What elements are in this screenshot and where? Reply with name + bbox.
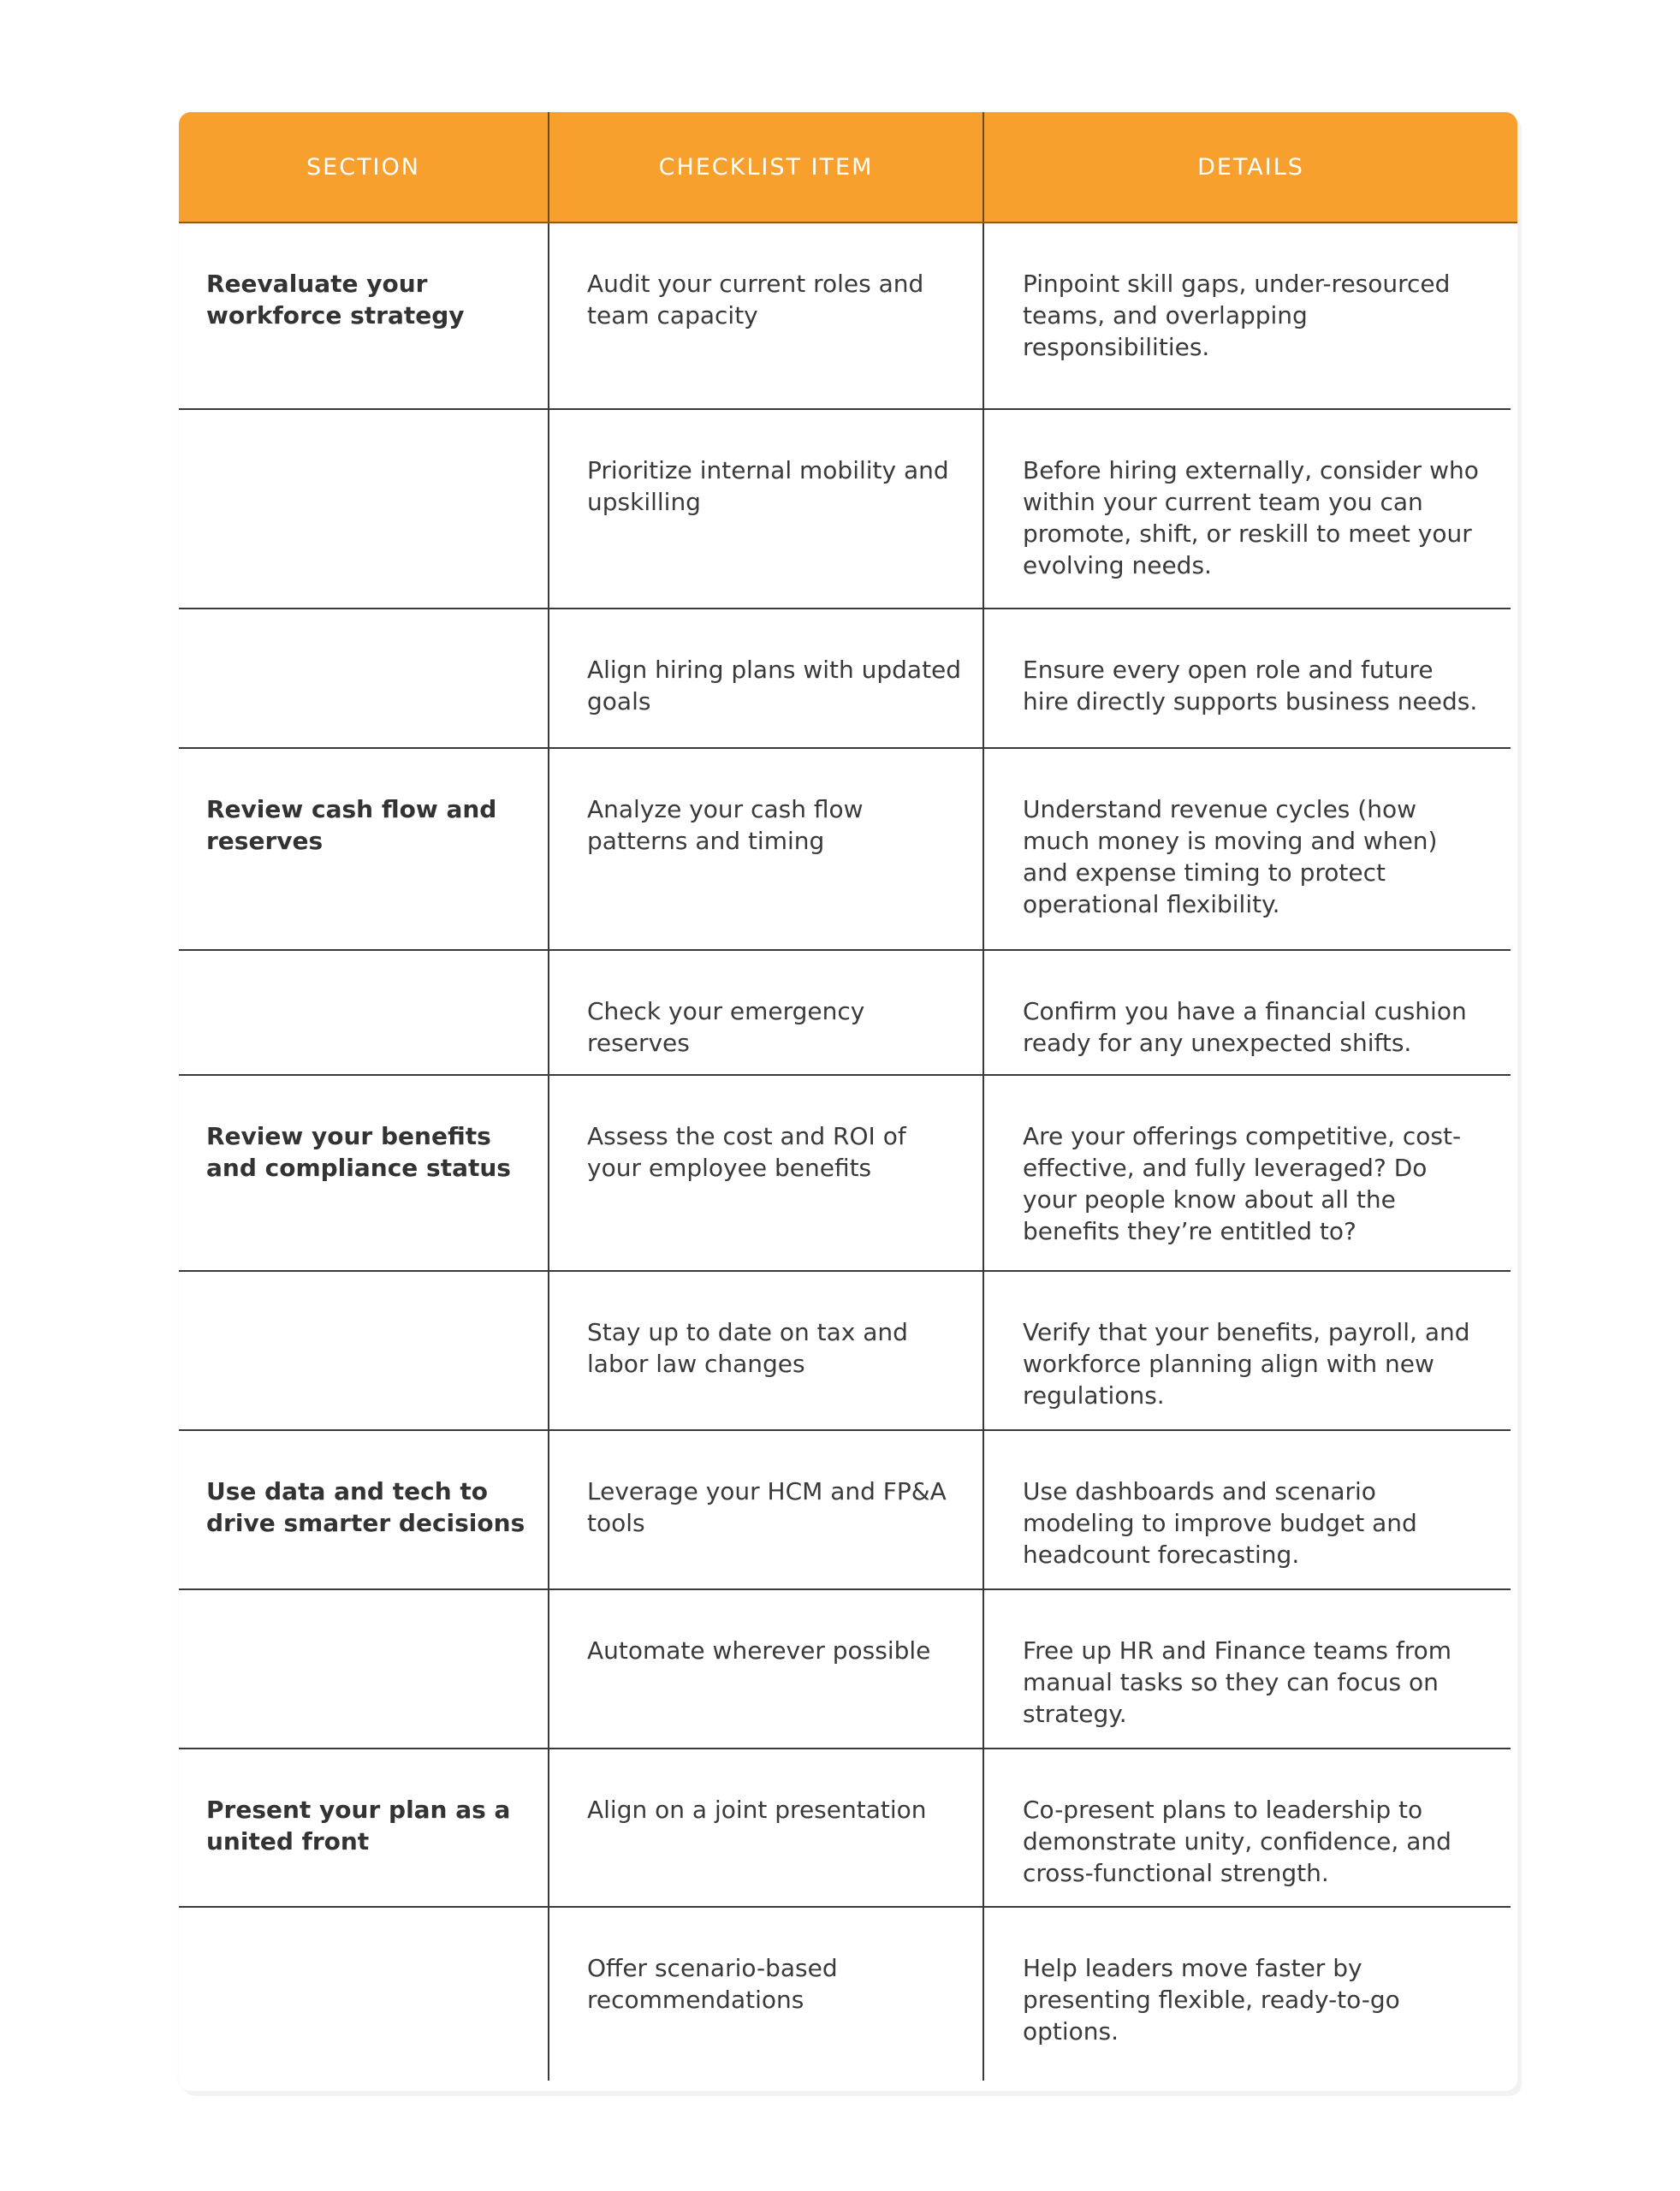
- checklist-item-cell: Stay up to date on tax and labor law changes: [549, 1272, 984, 1429]
- details-cell: Help leaders move faster by presenting flexible, ready-to-go options.: [1023, 1954, 1400, 2046]
- table-row: [179, 1749, 1511, 1908]
- header-details: DETAILS: [1197, 153, 1304, 181]
- section-cell: [179, 951, 549, 1074]
- checklist-item-cell: Assess the cost and ROI of your employee benefits: [549, 1076, 984, 1270]
- section-cell: [179, 1590, 549, 1748]
- section-cell: [179, 410, 549, 608]
- details-cell: Before hiring externally, consider who within your current team you can promote, shift, or reskill to meet your evolving needs.: [1023, 456, 1479, 579]
- table-row: [179, 410, 1511, 609]
- section-cell: [179, 609, 549, 747]
- table-row: [179, 609, 1511, 749]
- table-header-row: [179, 112, 1517, 223]
- table-row: [179, 1431, 1511, 1590]
- table-row: [179, 951, 1511, 1076]
- details-cell: Co-present plans to leadership to demonstrate unity, confidence, and cross-functional strength.: [1023, 1796, 1451, 1887]
- details-cell: Free up HR and Finance teams from manual tasks so they can focus on strategy.: [1023, 1636, 1452, 1728]
- section-cell: [179, 1908, 549, 2081]
- checklist-item-cell: Automate wherever possible: [549, 1590, 984, 1748]
- section-cell: Present your plan as a united front: [179, 1749, 549, 1906]
- checklist-item-cell: Offer scenario-based recommendations: [549, 1908, 984, 2081]
- table-row: [179, 1908, 1511, 2081]
- checklist-item-cell: Align hiring plans with updated goals: [549, 609, 984, 747]
- table-row: [179, 1076, 1511, 1272]
- section-cell: Use data and tech to drive smarter decisions: [179, 1431, 549, 1588]
- header-checklist-item: CHECKLIST ITEM: [549, 112, 984, 222]
- checklist-item-cell: Check your emergency reserves: [549, 951, 984, 1074]
- details-cell: Are your offerings competitive, cost-effective, and fully leveraged? Do your people know about all the benefits they’re entitled to?: [1023, 1122, 1462, 1245]
- details-cell: Verify that your benefits, payroll, and workforce planning align with new regulations.: [1023, 1318, 1470, 1410]
- checklist-table: [179, 112, 1517, 2091]
- section-cell: [179, 1272, 549, 1429]
- section-cell: Review cash flow and reserves: [179, 749, 549, 949]
- table-body: [179, 223, 1517, 2081]
- details-cell: Pinpoint skill gaps, under-resourced teams, and overlapping responsibilities.: [1023, 270, 1451, 361]
- table-row: [179, 1590, 1511, 1749]
- checklist-item-cell: Prioritize internal mobility and upskilling: [549, 410, 984, 608]
- details-cell: Ensure every open role and future hire directly supports business needs.: [1023, 656, 1478, 715]
- details-cell: Use dashboards and scenario modeling to improve budget and headcount forecasting.: [1023, 1477, 1417, 1569]
- checklist-item-cell: Audit your current roles and team capacity: [549, 223, 984, 408]
- table-row: [179, 223, 1511, 410]
- table-row: [179, 749, 1511, 951]
- checklist-item-cell: Analyze your cash flow patterns and timing: [549, 749, 984, 949]
- checklist-item-cell: Leverage your HCM and FP&A tools: [549, 1431, 984, 1588]
- details-cell: Understand revenue cycles (how much money is moving and when) and expense timing to protect operational flexibility.: [1023, 795, 1438, 918]
- details-cell: Confirm you have a financial cushion ready for any unexpected shifts.: [1023, 997, 1467, 1057]
- header-section: SECTION: [179, 112, 549, 222]
- checklist-item-cell: Align on a joint presentation: [549, 1749, 984, 1906]
- section-cell: Reevaluate your workforce strategy: [179, 223, 549, 408]
- section-cell: Review your benefits and compliance status: [179, 1076, 549, 1270]
- table-row: [179, 1272, 1511, 1431]
